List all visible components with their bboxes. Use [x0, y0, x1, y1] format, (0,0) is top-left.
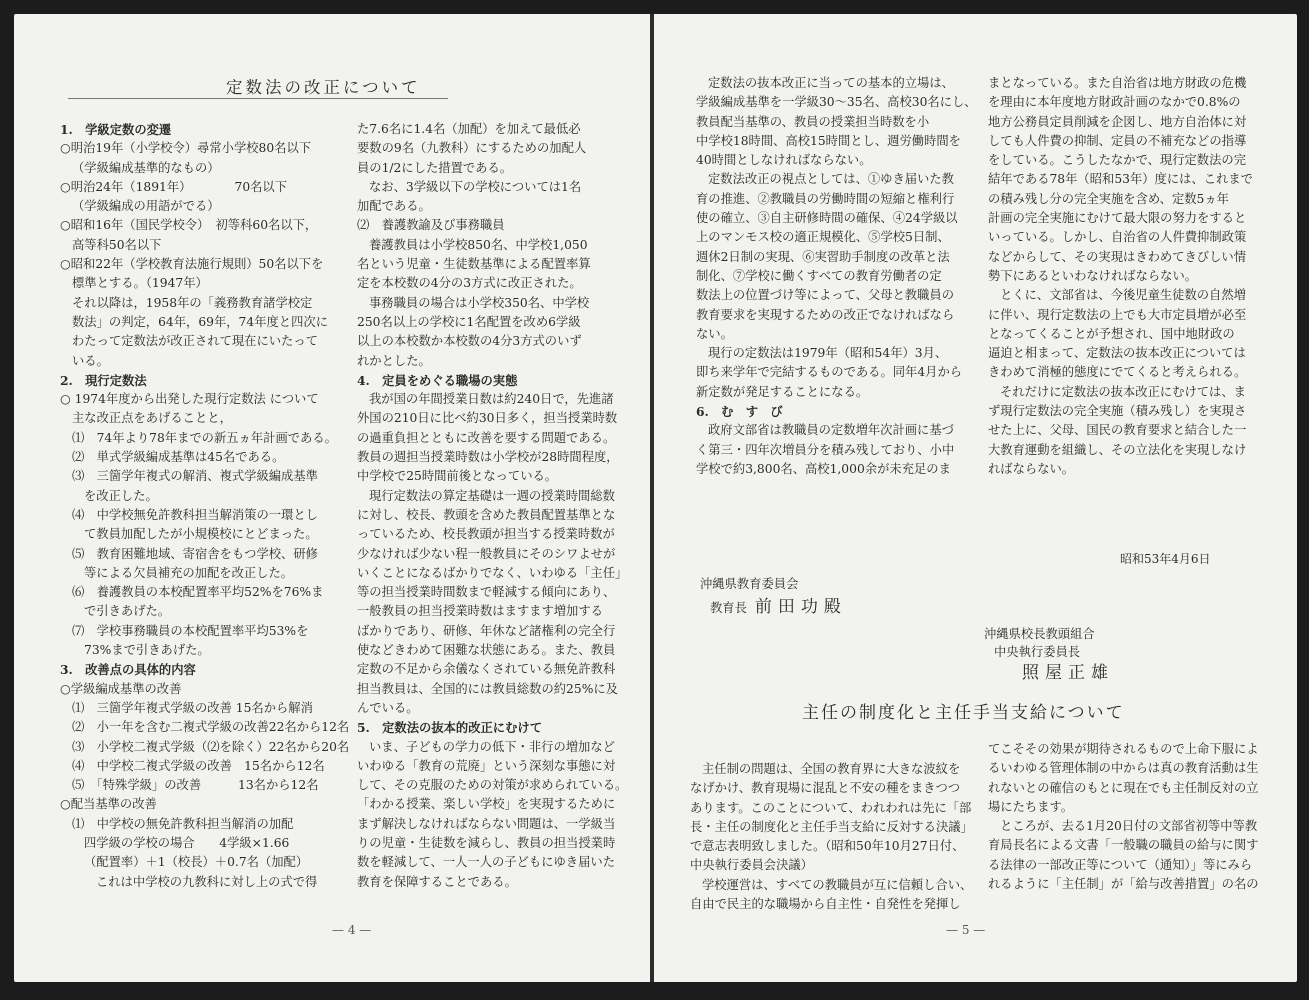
text-line: （学級編成基準的なもの） — [72, 160, 220, 175]
page-number: — 4 — — [332, 923, 372, 937]
text-line: とくに、文部省は、今後児童生徒数の自然増 — [1000, 288, 1246, 303]
text-line: ⑶ 三箇学年複式の解消、複式学級編成基準 — [72, 469, 318, 484]
sender-org: 沖縄県校長教頭組合 — [984, 627, 1095, 641]
text-line: ○学級編成基準の改善 — [60, 681, 182, 696]
text-line: 員の1/2にした措置である。 — [357, 160, 513, 175]
text-line: ない。 — [696, 326, 733, 341]
text-line: 現行定数法の算定基礎は一週の授業時間総数 — [369, 488, 615, 503]
text-line: 学校で約3,800名、高校1,000余が未充足のま — [696, 461, 951, 476]
text-line: 教育要求を実現するための改正でなければなら — [696, 307, 955, 322]
text-line: いっている。しかし、自治省の人件費抑制政策 — [988, 230, 1247, 245]
text-line: 事務職員の場合は小学校350名、中学校 — [369, 295, 590, 310]
text-line: 等による欠員補充の加配を改正した。 — [84, 565, 294, 580]
text-line: 定数法改正の視点としては、①ゆき届いた教 — [708, 172, 954, 187]
text-line: ○昭和22年（学校教育法施行規則）50名以下を — [60, 257, 324, 272]
addressee-org: 沖縄県教育委員会 — [700, 577, 799, 591]
text-line: れるように「主任制」が「給与改善措置」の名の — [988, 877, 1259, 892]
text-line: ⑸ 「特殊学級」の改善 13名から12名 — [72, 778, 319, 793]
text-line: 加配である。 — [357, 199, 431, 214]
text-line: をしている。こうしたなかで、現行定数法の完 — [988, 153, 1246, 168]
text-line: 少なければ少ない程一般教員にそのシワよせが — [357, 546, 616, 561]
text-line: 逼迫と相まって、定数法の抜本改正については — [988, 346, 1246, 361]
text-line: 250名以上の学校に1名配置を改め6学級 — [357, 314, 581, 329]
text-line: に伴い、現行定数法の上でも大市定員増が必至 — [988, 307, 1247, 322]
addressee-block — [700, 574, 847, 617]
sender-block — [984, 624, 1114, 683]
text-line: ず現行定数法の完全実施（積み残し）を実現さ — [988, 404, 1247, 419]
text-line: 新定数が発足することになる。 — [696, 384, 869, 399]
article-title-2: 主任の制度化と主任手当支給について — [802, 703, 1125, 723]
text-line: 定数の不足から余儀なくされている無免許教科 — [357, 662, 616, 677]
text-line: なお、3学級以下の学校については1名 — [369, 179, 582, 194]
text-line: れないとの確信のもとに現在でも主任制反対の立 — [988, 780, 1259, 795]
text-line: ⑸ 教育困難地域、寄宿舎をもつ学校、研修 — [72, 546, 318, 561]
text-line: りの児童・生徒数を減らし、教員の担当授業時 — [357, 835, 616, 850]
text-line: 計画の完全実施にむけて最大限の努力をすると — [988, 211, 1247, 226]
text-line: ⑴ 三箇学年複式学級の改善 15名から解消 — [72, 700, 313, 715]
text-line: 主任制の問題は、全国の教育界に大きな波紋を — [702, 762, 961, 776]
text-line: 数法」の判定，64年，69年，74年度と四次に — [72, 314, 328, 329]
text-line: あります。このことについて、われわれは先に「部 — [690, 800, 972, 815]
text-line: 中学校18時間、高校15時間とし、週労働時間を — [696, 133, 961, 148]
text-line: いわゆる「教育の荒廃」という深刻な事態に対 — [357, 758, 616, 773]
column-1 — [60, 120, 352, 892]
text-line: ○明治24年（1891年） 70名以下 — [60, 179, 288, 194]
text-line: 学級編成基準を一学級30〜35名、高校30名にし、 — [696, 95, 977, 110]
text-line: 現行の定数法は1979年（昭和54年）3月、 — [708, 346, 948, 361]
text-line: を改正した。 — [84, 488, 158, 503]
text-line: ⑴ 中学校の無免許教科担当解消の加配 — [72, 816, 294, 831]
text-line: 教員配当基準の、教員の授業担当時数を小 — [696, 114, 930, 129]
text-line: で引きあげた。 — [84, 604, 171, 619]
text-line: ればならない。 — [988, 461, 1075, 476]
text-line: ばかりであり、研修、年休など諸権利の完全行 — [357, 623, 616, 638]
text-line: ⑵ 養護教諭及び事務職員 — [357, 218, 505, 233]
text-line: を理由に本年度地方財政計画のなかで0.8%の — [988, 95, 1241, 110]
text-line: 定数法の抜本改正に当っての基本的立場は、 — [708, 76, 954, 90]
text-line: 要数の9名（九教科）にするための加配人 — [357, 141, 587, 156]
sender-name: 照屋正雄 — [1022, 663, 1114, 683]
text-line: 育の推進、②教職員の労働時間の短縮と権利行 — [696, 191, 955, 206]
addressee-role: 教育長 — [710, 601, 747, 615]
date: 昭和53年4月6日 — [1120, 552, 1211, 566]
text-line: 養護教員は小学校850名、中学校1,050 — [369, 237, 588, 252]
text-line: 場にたちます。 — [988, 799, 1074, 814]
text-line: んでいる。 — [357, 700, 419, 715]
text-line: 高等科50名以下 — [72, 237, 162, 252]
text-line: 外国の210日に比べ約30日多く，担当授業時数 — [357, 411, 618, 426]
text-line: 上のマンモス校の適正規模化、⑤学校5日制、 — [696, 230, 950, 245]
text-line: で意志表明致しました。（昭和50年10月27日付、 — [690, 839, 965, 854]
text-line: 即ち来学年で完結するものである。同年4月から — [696, 365, 963, 380]
text-line: 我が国の年間授業日数は約240日で，先進諸 — [369, 392, 614, 407]
article-title: 定数法の改正について — [226, 78, 421, 97]
text-line: しても人件費の抑制、定員の不補充などの指導 — [988, 133, 1247, 148]
text-line: ○ 1974年度から出発した現行定数法 について — [60, 392, 319, 407]
text-line: るいわゆる管理体制の中からは真の教育活動は生 — [988, 761, 1259, 776]
text-line: 長・主任の制度化と主任手当支給に反対する決議」 — [690, 819, 973, 834]
text-line: た7.6名に1.4名（加配）を加えて最低必 — [357, 122, 581, 136]
text-line: まず解決しなければならない問題は、一学級当 — [357, 816, 616, 831]
text-line: の積み残し分の完全実施を含め、定数5ヵ年 — [988, 191, 1229, 206]
text-line: 学校運営は、すべての教職員が互に信頼し合い、 — [702, 877, 973, 892]
text-line: （学級編成の用語がでる） — [72, 199, 220, 214]
text-line: わたって定数法が改正されて現在にいたって — [72, 334, 318, 349]
text-line: 標準とする。（1947年） — [72, 276, 208, 291]
text-line: 使などきわめて困難な状態にある。また、教員 — [357, 643, 616, 658]
text-line: 週休2日制の実現、⑥実習助手制度の改革と法 — [696, 249, 950, 264]
section-heading: 5. 定数法の抜本的改正にむけて — [357, 720, 542, 736]
text-line: く第三・四年次増員分を積み残しており、小中 — [696, 442, 955, 457]
text-line: せた上に、父母、国民の教育要求と結合した一 — [988, 423, 1247, 438]
text-line: 主な改正点をあげることと， — [72, 411, 232, 426]
text-line: て教員加配したが小規模校にとどまった。 — [84, 527, 318, 542]
section-heading: 3. 改善点の具体的内容 — [60, 662, 196, 678]
section-heading: 1. 学級定数の変遷 — [60, 122, 172, 137]
text-line: 一般教員の担当授業時数はますます増加する — [357, 604, 603, 619]
text-line: それ以降は，1958年の「義務教育諸学校定 — [72, 295, 313, 310]
text-line: なげかけ、教育現場に混乱と不安の種をまきつつ — [690, 781, 961, 796]
text-line: ⑷ 中学校無免許教科担当解消策の一環とし — [72, 507, 318, 522]
section-heading: 6. む す び — [696, 404, 783, 420]
left-page — [14, 14, 650, 982]
text-line: 育局長名による文書「一般職の職員の給与に関す — [988, 838, 1259, 853]
text-line: ○配当基準の改善 — [60, 797, 157, 812]
text-line: ○明治19年（小学校令）尋常小学校80名以下 — [60, 141, 312, 156]
text-line: 教育を保障することである。 — [357, 874, 517, 889]
text-line: 教員の週担当授業時数は小学校が28時間程度， — [357, 450, 619, 465]
text-line: 40時間としなければならない。 — [696, 153, 872, 168]
column-2 — [357, 120, 647, 892]
column-3 — [696, 74, 992, 479]
text-line: ⑶ 小学校二複式学級（⑵を除く）22名から20名 — [72, 739, 350, 754]
text-line: 自由で民主的な職場から自主性・自発性を発揮し — [690, 897, 961, 912]
text-line: いくことになるばかりでなく、いわゆる「主任」 — [357, 565, 628, 580]
text-line: 数法上の位置づけ等によって、父母と教職員の — [696, 288, 954, 303]
text-line: 「わかる授業、楽しい学校」を実現するために — [357, 797, 616, 812]
text-line: まとなっている。また自治省は地方財政の危機 — [988, 76, 1247, 90]
text-line: いま、子どもの学力の低下・非行の増加など — [369, 739, 615, 754]
text-line: 定を本校数の4分の3方式に改正された。 — [357, 276, 582, 291]
text-line: 勢下にあるといわなければならない。 — [988, 268, 1198, 283]
text-line: ところが、去る1月20日付の文部省初等中等教 — [1000, 819, 1258, 834]
text-line: ⑹ 養護教員の本校配置率平均52%を76%ま — [72, 585, 324, 600]
text-line: して、その克服のための対策が求められている。 — [357, 778, 628, 793]
right-page — [654, 14, 1297, 982]
text-line: れかとした。 — [357, 353, 431, 368]
text-line: ⑵ 小一年を含む二複式学級の改善22名から12名 — [72, 720, 350, 735]
text-line: ⑺ 学校事務職員の本校配置率平均53%を — [72, 623, 309, 638]
text-line: ⑷ 中学校二複式学級の改善 15名から12名 — [72, 758, 325, 773]
title-rule — [68, 98, 448, 99]
text-line: となってくることが予想され、国中地財政の — [988, 326, 1235, 341]
text-line: ○昭和16年（国民学校令） 初等科60名以下， — [60, 218, 318, 233]
sender-role: 中央執行委員長 — [994, 645, 1081, 659]
text-line: これは中学校の九教科に対し上の式で得 — [96, 874, 318, 889]
addressee-line — [700, 592, 847, 617]
text-line: 制化、⑦学校に働くすべての教育労働者の定 — [696, 268, 942, 283]
section-heading: 2. 現行定数法 — [60, 372, 147, 388]
column-5 — [690, 760, 990, 914]
text-line: 担当教員は、全国的には教員総数の約25%に及 — [357, 681, 618, 696]
text-line: （配置率）＋1（校長）＋0.7名（加配） — [84, 855, 309, 870]
text-line: っているため、校長教頭が担当する授業時数が — [357, 527, 615, 542]
text-line: の過重負担とともに改善を要する問題である。 — [357, 430, 616, 445]
text-line: 地方公務員定員削減を企図し、地方自治体に対 — [988, 114, 1247, 129]
text-line: 大教育運動を組織し、その立法化を実現しなけ — [988, 442, 1247, 457]
section-heading: 4. 定員をめぐる職場の実態 — [357, 372, 518, 388]
text-line: 73%まで引きあげた。 — [84, 643, 210, 658]
text-line: 使の確立、③自主研修時間の確保、④24学級以 — [696, 211, 958, 226]
text-line: きわめて消極的態度にでてくると考えられる。 — [988, 365, 1247, 380]
text-line: 四学級の学校の場合 4学級×1.66 — [84, 835, 290, 850]
text-line: に対し、校長、教頭を含めた教員配置基準とな — [357, 507, 616, 522]
text-line: 中央執行委員会決議） — [690, 858, 813, 873]
text-line: 結年である78年（昭和53年）度には、これまで — [988, 172, 1253, 187]
text-line: 中学校で25時間前後となっている。 — [357, 469, 558, 484]
addressee-name: 前田功殿 — [754, 597, 847, 617]
text-line: る法律の一部改正等について（通知）」等にみら — [988, 857, 1253, 872]
text-line: 数を軽減して、一人一人の子どもにゆき届いた — [357, 855, 615, 870]
column-6 — [988, 740, 1288, 894]
text-line: 以上の本校数か本校数の4分3方式のいず — [357, 334, 582, 349]
text-line: それだけに定数法の抜本改正にむけては、ま — [1000, 384, 1246, 399]
text-line: いる。 — [72, 353, 109, 368]
text-line: 等の担当授業時間数まで軽減する傾向にあり、 — [357, 585, 616, 600]
text-line: てこそその効果が期待されるもので上命下服によ — [988, 742, 1259, 756]
text-line: 名という児童・生徒数基準による配置率算 — [357, 257, 591, 272]
text-line: などからして、その実現はきわめてきびしい情 — [988, 249, 1246, 264]
text-line: ⑵ 単式学級編成基準は45名である。 — [72, 450, 285, 465]
column-4 — [988, 74, 1284, 479]
page-number-right: — 5 — — [946, 923, 986, 937]
text-line: 政府文部省は教職員の定数増年次計画に基づ — [708, 423, 954, 438]
text-line: ⑴ 74年より78年までの新五ヵ年計画である。 — [72, 430, 337, 445]
